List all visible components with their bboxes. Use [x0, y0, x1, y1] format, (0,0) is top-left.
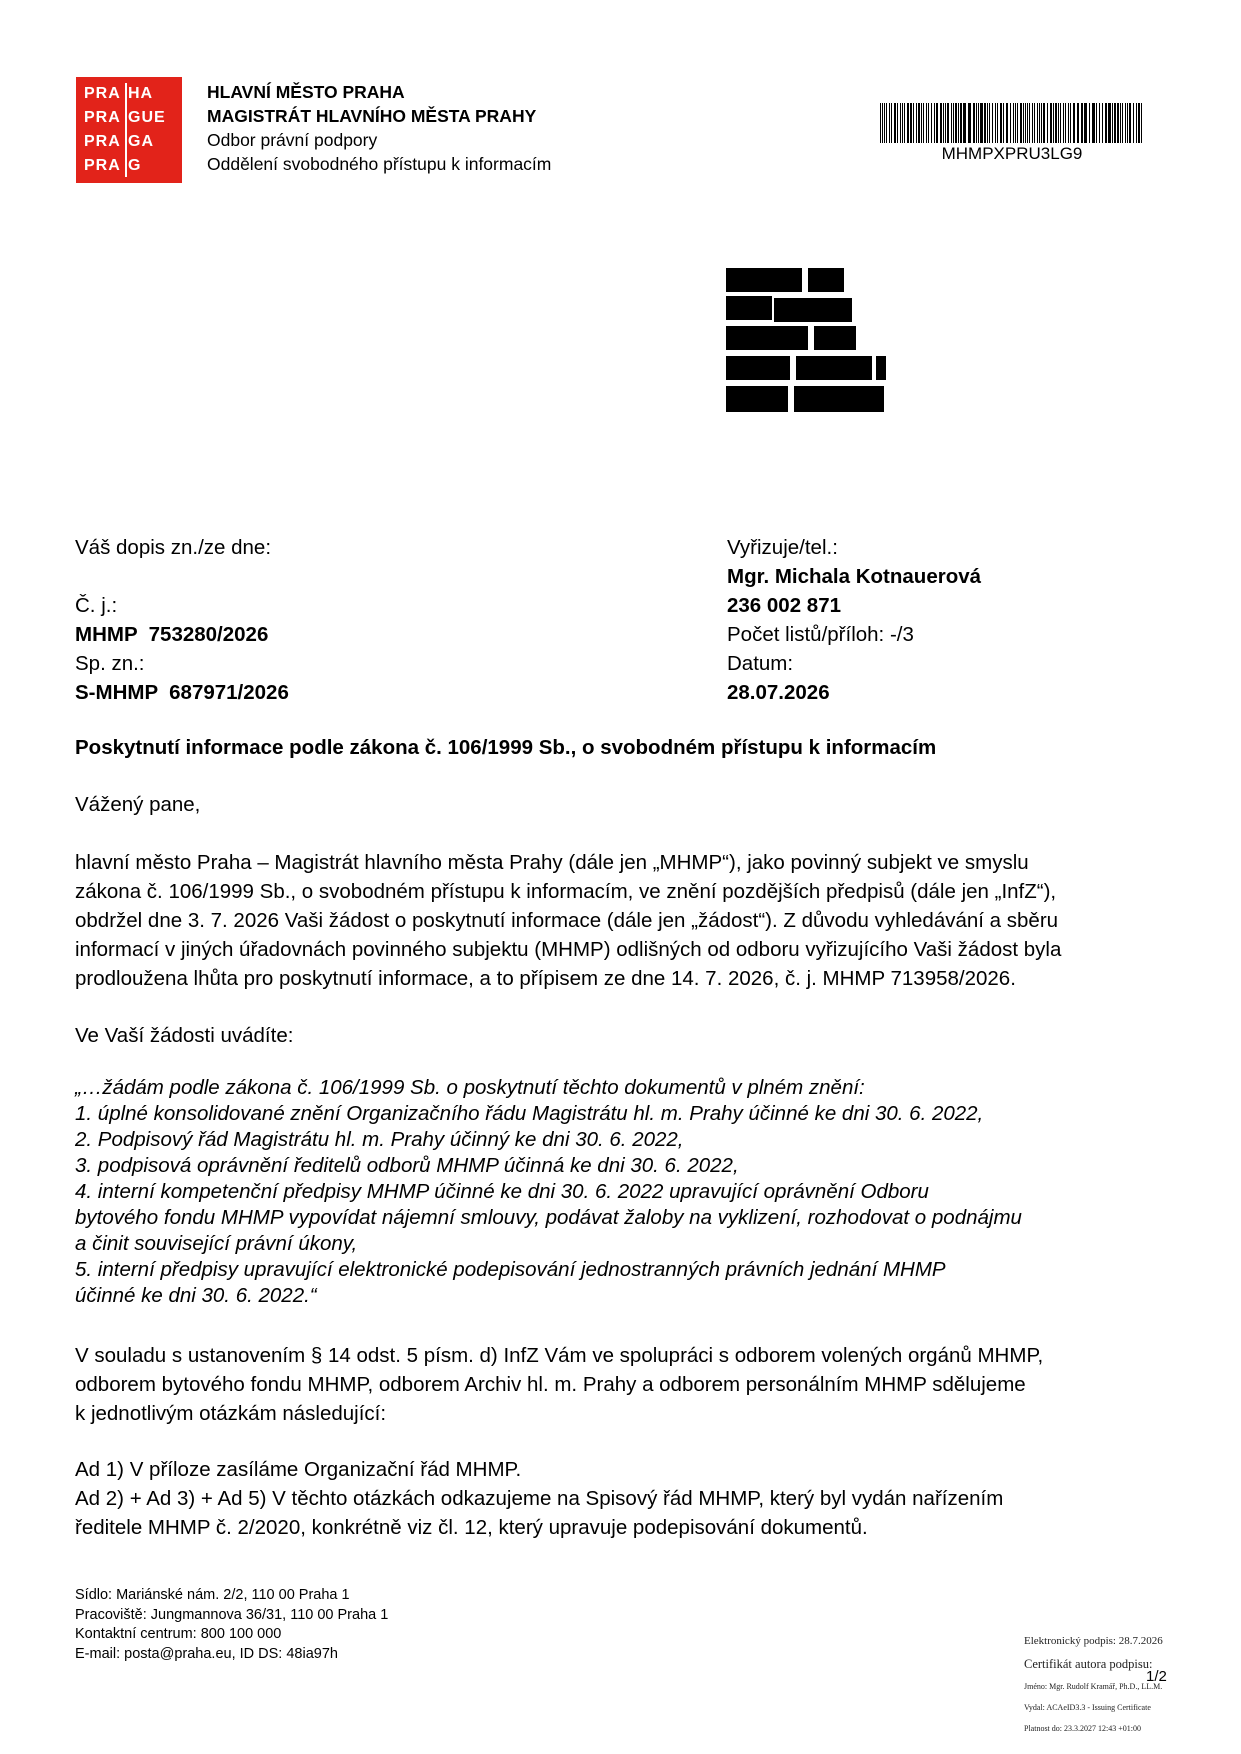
barcode-bar: [904, 103, 905, 143]
barcode-bar: [1025, 103, 1026, 143]
barcode-bar: [976, 103, 977, 143]
intro-paragraph: [75, 848, 1170, 993]
barcode-bar: [918, 103, 920, 143]
barcode-bar: [953, 103, 954, 143]
answer-line: Ad 1) V příloze zasíláme Organizační řád MHMP.: [75, 1458, 522, 1481]
footer-email: E-mail: posta@praha.eu, ID DS: 48ia97h: [75, 1645, 338, 1662]
barcode-bar: [945, 103, 946, 143]
paragraph-line: zákona č. 106/1999 Sb., o svobodném přístupu k informacím, ve znění pozdějších předpisů (dále jen „InfZ“),: [75, 880, 1057, 903]
barcode-bar: [1013, 103, 1014, 143]
quote-line: účinné ke dni 30. 6. 2022.“: [75, 1284, 317, 1307]
barcode-bar: [1099, 103, 1100, 143]
barcode-bar: [989, 103, 990, 143]
barcode-bar: [1041, 103, 1042, 143]
barcode-bar: [1055, 103, 1057, 143]
cj-value: MHMP 753280/2026: [75, 623, 269, 646]
handler-name: Mgr. Michala Kotnauerová: [727, 565, 982, 588]
barcode-bar: [987, 103, 988, 143]
barcode-bar: [916, 103, 917, 143]
barcode-bar: [1102, 103, 1103, 143]
paragraph-line: hlavní město Praha – Magistrát hlavního města Prahy (dále jen „MHMP“), jako povinný subjekt ve smyslu: [75, 851, 1029, 874]
barcode-bar: [886, 103, 887, 143]
barcode-bar: [880, 103, 881, 143]
signature-issuer: Vydal: ACAeID3.3 - Issuing Certificate: [1024, 1703, 1151, 1712]
barcode-bar: [940, 103, 942, 143]
request-intro: Ve Vaší žádosti uvádíte:: [75, 1024, 294, 1047]
org-city: HLAVNÍ MĚSTO PRAHA: [207, 82, 405, 102]
signature-validity: Platnost do: 23.3.2027 12:43 +01:00: [1024, 1724, 1141, 1733]
barcode-bar: [1032, 103, 1033, 143]
barcode-bar: [923, 103, 924, 143]
footer-workplace: Pracoviště: Jungmannova 36/31, 110 00 Praha 1: [75, 1606, 389, 1623]
barcode: [880, 103, 1144, 143]
signature-name: Jméno: Mgr. Rudolf Kramář, Ph.D., LL.M.: [1024, 1682, 1163, 1691]
barcode-bar: [984, 103, 986, 143]
barcode-bar: [1029, 103, 1030, 143]
barcode-bar: [1058, 103, 1059, 143]
barcode-bar: [1092, 103, 1095, 143]
barcode-bar: [997, 103, 998, 143]
redaction-bar: [726, 326, 808, 350]
barcode-bar: [1070, 103, 1071, 143]
barcode-bar: [1127, 103, 1128, 143]
logo-text: PRA: [84, 109, 121, 126]
barcode-bar: [943, 103, 944, 143]
barcode-bar: [1034, 103, 1035, 143]
barcode-bar: [1138, 103, 1140, 143]
quote-line: 2. Podpisový řád Magistrátu hl. m. Prahy účinný ke dni 30. 6. 2022,: [75, 1128, 684, 1151]
redaction-bar: [808, 268, 844, 292]
barcode-bar: [1027, 103, 1028, 143]
barcode-bar: [936, 103, 938, 143]
org-magistrate: MAGISTRÁT HLAVNÍHO MĚSTA PRAHY: [207, 106, 537, 126]
barcode-bar: [928, 103, 929, 143]
redaction-bar: [774, 298, 852, 322]
paragraph-line: k jednotlivým otázkám následující:: [75, 1402, 387, 1425]
quote-line: 1. úplné konsolidované znění Organizačního řádu Magistrátu hl. m. Prahy účinné ke dni 30. 6. 2022,: [75, 1102, 984, 1125]
barcode-bar: [1065, 103, 1066, 143]
barcode-bar: [951, 103, 952, 143]
barcode-bar: [1122, 103, 1123, 143]
barcode-bar: [968, 103, 971, 143]
barcode-bar: [1047, 103, 1048, 143]
barcode-bar: [1039, 103, 1040, 143]
barcode-bar: [973, 103, 975, 143]
barcode-bar: [900, 103, 901, 143]
barcode-bar: [1073, 103, 1075, 143]
paragraph-line: obdržel dne 3. 7. 2026 Vaši žádost o poskytnutí informace (dále jen „žádost“). Z důvodu vyhledávání a sběru: [75, 909, 1059, 932]
cj-label: Č. j.:: [75, 594, 118, 617]
redaction-bar: [794, 386, 884, 412]
barcode-bar: [897, 103, 898, 143]
barcode-bar: [1023, 103, 1024, 143]
barcode-bar: [1136, 103, 1137, 143]
answers: [75, 1455, 1003, 1542]
redaction-bar: [814, 326, 856, 350]
answer-line: ředitele MHMP č. 2/2020, konkrétně viz čl. 12, který upravuje podepisování dokumentů.: [75, 1516, 868, 1539]
sp-label: Sp. zn.:: [75, 652, 145, 675]
date-label: Datum:: [727, 652, 794, 675]
date-value: 28.07.2026: [727, 681, 830, 704]
answer-line: Ad 2) + Ad 3) + Ad 5) V těchto otázkách odkazujeme na Spisový řád MHMP, který byl vydán nařízením: [75, 1487, 1004, 1510]
quote-line: 5. interní předpisy upravující elektronické podepisování jednostranných právních jednání MHMP: [75, 1258, 946, 1281]
redaction-bar: [726, 296, 772, 320]
quote-line: a činit související právní úkony,: [75, 1232, 358, 1255]
salutation: Vážený pane,: [75, 793, 201, 816]
quote-line: 4. interní kompetenční předpisy MHMP účinné ke dni 30. 6. 2022 upravující oprávnění Odboru: [75, 1180, 929, 1203]
barcode-bar: [884, 103, 885, 143]
barcode-bar: [907, 103, 909, 143]
barcode-bar: [894, 103, 896, 143]
logo-text: HA: [128, 85, 154, 102]
barcode-bar: [1096, 103, 1097, 143]
barcode-bar: [1112, 103, 1113, 143]
letter-ref-label: Váš dopis zn./ze dne:: [75, 536, 272, 559]
barcode-bar: [1081, 103, 1083, 143]
signature-date: Elektronický podpis: 28.7.2026: [1024, 1635, 1163, 1647]
logo-text: GUE: [128, 109, 166, 126]
barcode-bar: [992, 103, 993, 143]
barcode-bar: [882, 103, 883, 143]
sheets-count: Počet listů/příloh: -/3: [727, 623, 914, 646]
redaction-bar: [726, 386, 788, 412]
barcode-bar: [902, 103, 903, 143]
footer-contact-center: Kontaktní centrum: 800 100 000: [75, 1626, 282, 1642]
barcode-bar: [1043, 103, 1045, 143]
barcode-bar: [958, 103, 959, 143]
handler-block: [727, 533, 981, 707]
quote-line: 3. podpisová oprávnění ředitelů odborů MHMP účinná ke dni 30. 6. 2022,: [75, 1154, 739, 1177]
logo-text: PRA: [84, 85, 121, 102]
redaction-bar: [726, 356, 790, 380]
barcode-bar: [1125, 103, 1126, 143]
logo-text: PRA: [84, 157, 121, 174]
barcode-bar: [1141, 103, 1142, 143]
barcode-bar: [889, 103, 890, 143]
quoted-request: [75, 1075, 1022, 1309]
barcode-bar: [1053, 103, 1054, 143]
handler-label: Vyřizuje/tel.:: [727, 536, 838, 559]
footer-contacts: [75, 1586, 388, 1664]
barcode-bar: [1063, 103, 1064, 143]
barcode-bar: [910, 103, 912, 143]
barcode-bar: [955, 103, 957, 143]
barcode-bar: [1020, 103, 1022, 143]
paragraph-line: informací v jiných úřadovnách povinného subjektu (MHMP) odlišných od odboru vyřizujícího Vaši žádost byla: [75, 938, 1062, 961]
barcode-bar: [1068, 103, 1069, 143]
redaction-bar: [726, 268, 802, 292]
barcode-bar: [960, 103, 962, 143]
barcode-bar: [995, 103, 996, 143]
barcode-bar: [1060, 103, 1061, 143]
barcode-bar: [891, 103, 892, 143]
barcode-bar: [1077, 103, 1079, 143]
logo-text: GA: [128, 133, 154, 150]
barcode-bar: [1133, 103, 1134, 143]
barcode-bar: [1015, 103, 1016, 143]
redaction-bar: [796, 356, 872, 380]
barcode-bar: [934, 103, 935, 143]
paragraph-line: prodloužena lhůta pro poskytnutí informace, a to přípisem ze dne 14. 7. 2026, č. j. MHMP 713958/2026.: [75, 967, 1016, 990]
paragraph-line: V souladu s ustanovením § 14 odst. 5 písm. d) InfZ Vám ve spolupráci s odborem volených orgánů MHMP,: [75, 1344, 1044, 1367]
sp-value: S-MHMP 687971/2026: [75, 681, 289, 704]
logo-divider: [125, 83, 127, 177]
signature-certificate-label: Certifikát autora podpisu:: [1024, 1657, 1153, 1671]
barcode-bar: [1017, 103, 1018, 143]
barcode-bar: [980, 103, 983, 143]
org-division: Oddělení svobodného přístupu k informacím: [207, 154, 552, 174]
barcode-bar: [1108, 103, 1111, 143]
barcode-bar: [931, 103, 932, 143]
redacted-address: [726, 268, 886, 414]
praha-logo: [76, 77, 182, 183]
barcode-bar: [921, 103, 922, 143]
barcode-bar: [913, 103, 914, 143]
barcode-bar: [963, 103, 966, 143]
barcode-bar: [1120, 103, 1121, 143]
barcode-text: MHMPXPRU3LG9: [941, 144, 1083, 163]
handler-phone: 236 002 871: [727, 594, 842, 617]
page-number: 1/2: [1146, 1668, 1167, 1685]
logo-text: G: [128, 157, 142, 174]
barcode-bar: [1006, 103, 1008, 143]
barcode-bar: [1084, 103, 1087, 143]
barcode-bar: [947, 103, 949, 143]
paragraph-line: odborem bytového fondu MHMP, odborem Archiv hl. m. Prahy a odborem personálním MHMP sdělujeme: [75, 1373, 1026, 1396]
letter-subject: Poskytnutí informace podle zákona č. 106/1999 Sb., o svobodném přístupu k informacím: [75, 736, 937, 759]
logo-text: PRA: [84, 133, 121, 150]
quote-line: „…žádám podle zákona č. 106/1999 Sb. o poskytnutí těchto dokumentů v plném znění:: [75, 1076, 865, 1099]
org-department: Odbor právní podpory: [207, 130, 378, 150]
barcode-bar: [926, 103, 927, 143]
barcode-bar: [1010, 103, 1011, 143]
barcode-bar: [1105, 103, 1107, 143]
barcode-bar: [1129, 103, 1131, 143]
organization-header: [207, 80, 551, 176]
reference-block: [75, 533, 289, 707]
quote-line: bytového fondu MHMP vypovídat nájemní smlouvy, podávat žaloby na vyklizení, rozhodovat o podnájmu: [75, 1206, 1022, 1229]
barcode-bar: [1037, 103, 1038, 143]
barcode-bar: [1050, 103, 1052, 143]
barcode-bar: [1000, 103, 1002, 143]
barcode-bar: [1003, 103, 1004, 143]
redaction-bar: [876, 356, 886, 380]
footer-address: Sídlo: Mariánské nám. 2/2, 110 00 Praha 1: [75, 1587, 350, 1603]
barcode-bar: [1114, 103, 1116, 143]
response-paragraph: [75, 1341, 1170, 1428]
barcode-bar: [1089, 103, 1090, 143]
barcode-bar: [1117, 103, 1119, 143]
barcode-bar: [978, 103, 979, 143]
